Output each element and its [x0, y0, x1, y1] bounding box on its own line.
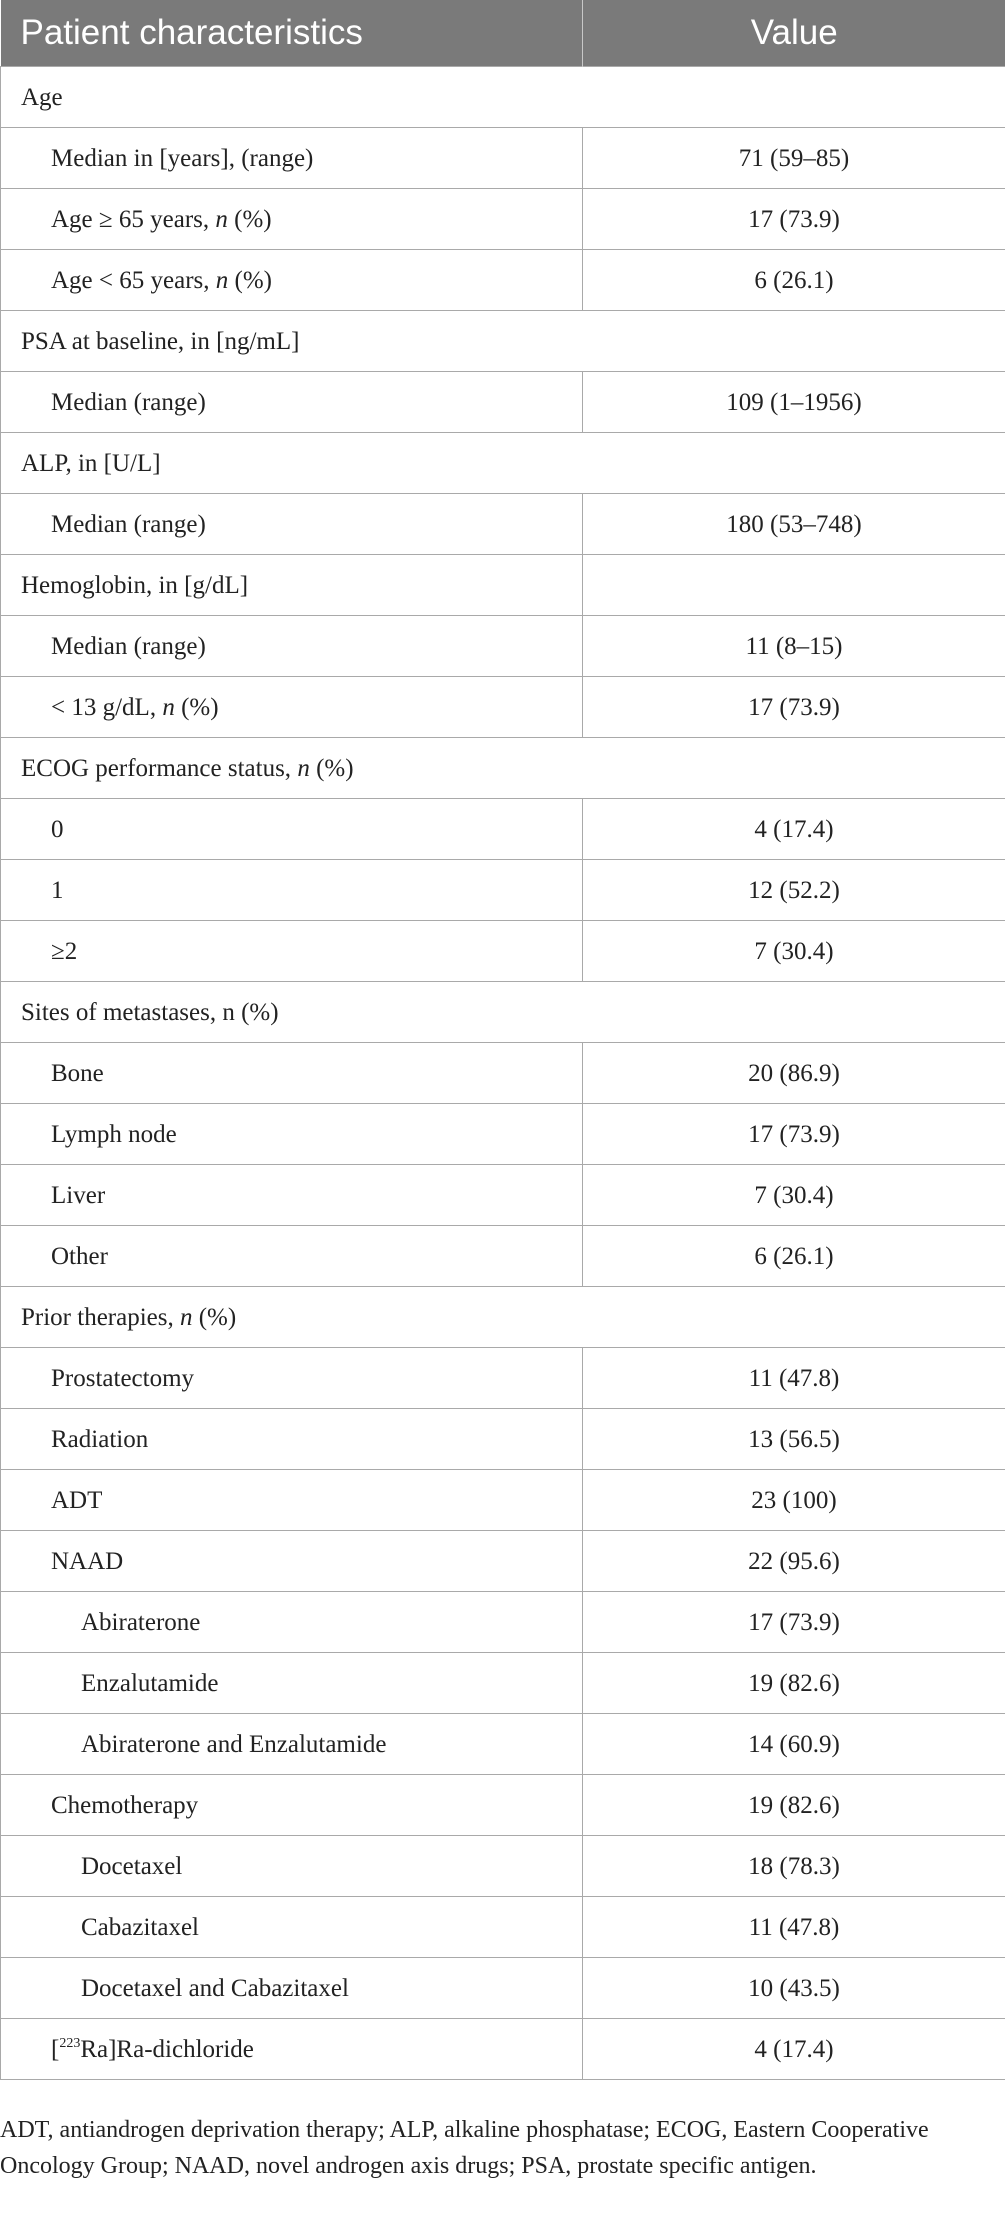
row-value: 19 (82.6) [583, 1775, 1005, 1836]
header-patient-characteristics: Patient characteristics [1, 0, 583, 67]
isotope-mass-number: 223 [59, 2035, 81, 2051]
row-value: 19 (82.6) [583, 1653, 1005, 1714]
table-row [1, 128, 1005, 189]
n-symbol: n [162, 693, 175, 721]
table-row [1, 494, 1005, 555]
row-label-text: Lymph node [51, 1120, 177, 1148]
row-label [1, 494, 583, 555]
n-symbol: n [297, 754, 310, 782]
section-label [1, 311, 1005, 372]
table-row [1, 921, 1005, 982]
section-label [1, 738, 1005, 799]
row-label [1, 189, 583, 250]
row-value: 20 (86.9) [583, 1043, 1005, 1104]
row-value: 23 (100) [583, 1470, 1005, 1531]
n-symbol: n [215, 266, 229, 294]
row-value: 11 (8–15) [583, 616, 1005, 677]
row-label-text: Abiraterone and Enzalutamide [81, 1730, 387, 1758]
row-label [1, 1104, 583, 1165]
row-label-text: Liver [51, 1181, 106, 1209]
table-row [1, 189, 1005, 250]
section-header-row [1, 433, 1005, 494]
row-label [1, 1348, 583, 1409]
row-label [1, 860, 583, 921]
row-label-text: Age ≥ 65 years, [51, 205, 216, 233]
row-label-text: Docetaxel and Cabazitaxel [81, 1974, 349, 2002]
row-label-text: ADT [51, 1486, 103, 1514]
row-value: 6 (26.1) [583, 1226, 1005, 1287]
section-label [1, 67, 1005, 128]
row-label-text: Hemoglobin, in [g/dL] [21, 571, 249, 599]
n-symbol: n [179, 1303, 193, 1331]
row-label-suffix: (%) [192, 1303, 237, 1331]
table-row [1, 860, 1005, 921]
section-header-row [1, 982, 1005, 1043]
row-label-text: Age [21, 83, 63, 111]
row-value: 13 (56.5) [583, 1409, 1005, 1470]
table-row [1, 372, 1005, 433]
row-label-text: 1 [51, 876, 64, 904]
row-label-text: NAAD [51, 1547, 124, 1575]
row-label [1, 1836, 583, 1897]
row-value: 71 (59–85) [583, 128, 1005, 189]
row-label-suffix: (%) [228, 266, 272, 294]
table-row [1, 1104, 1005, 1165]
row-label-text: Enzalutamide [81, 1669, 219, 1697]
row-label-text: Median in [years], (range) [51, 144, 314, 172]
row-value: 17 (73.9) [583, 677, 1005, 738]
table-row [1, 1958, 1005, 2019]
row-label [1, 250, 583, 311]
table-row [1, 1592, 1005, 1653]
table-row [1, 2019, 1005, 2080]
row-label [1, 1165, 583, 1226]
row-label-text: 0 [51, 815, 64, 843]
row-label-text: Other [51, 1242, 108, 1270]
row-label [1, 2019, 583, 2080]
table-row [1, 616, 1005, 677]
row-label [1, 921, 583, 982]
row-label-text: Sites of metastases, n (%) [21, 998, 279, 1026]
row-value: 4 (17.4) [583, 2019, 1005, 2080]
row-label-suffix: Ra]Ra-dichloride [80, 2035, 254, 2063]
row-value: 109 (1–1956) [583, 372, 1005, 433]
row-label-suffix: (%) [309, 754, 354, 782]
table-row [1, 1470, 1005, 1531]
row-value: 180 (53–748) [583, 494, 1005, 555]
row-label [1, 677, 583, 738]
table-row [1, 1409, 1005, 1470]
row-label [1, 1775, 583, 1836]
table-row [1, 250, 1005, 311]
row-label [1, 1653, 583, 1714]
row-label-text: Age < 65 years, [51, 266, 216, 294]
table-row [1, 1165, 1005, 1226]
row-value: 10 (43.5) [583, 1958, 1005, 2019]
row-label-text: ECOG performance status, [21, 754, 298, 782]
table-row [1, 1043, 1005, 1104]
table-row [1, 1348, 1005, 1409]
table-row [1, 1531, 1005, 1592]
row-label-text: Prior therapies, [21, 1303, 180, 1331]
table-row [1, 1775, 1005, 1836]
row-label-text: Median (range) [51, 510, 206, 538]
row-value: 4 (17.4) [583, 799, 1005, 860]
header-value: Value [583, 0, 1005, 67]
row-label-suffix: (%) [174, 693, 219, 721]
table-body [1, 67, 1005, 2080]
section-header-row [1, 67, 1005, 128]
section-header-row [1, 1287, 1005, 1348]
row-label-text: [ [51, 2035, 60, 2063]
row-label [1, 1043, 583, 1104]
row-value: 7 (30.4) [583, 921, 1005, 982]
row-label [1, 799, 583, 860]
table-row [1, 1653, 1005, 1714]
row-label-text: Radiation [51, 1425, 149, 1453]
row-label-text: Median (range) [51, 632, 206, 660]
row-label-text: Prostatectomy [51, 1364, 195, 1392]
table-row [1, 1836, 1005, 1897]
section-label [1, 982, 1005, 1043]
row-label [1, 1714, 583, 1775]
table-row [1, 555, 1005, 616]
table-row [1, 1714, 1005, 1775]
n-symbol: n [215, 205, 228, 233]
section-header-row [1, 311, 1005, 372]
row-label-text: Chemotherapy [51, 1791, 199, 1819]
row-label-text: Bone [51, 1059, 104, 1087]
section-header-row [1, 738, 1005, 799]
row-label [1, 1531, 583, 1592]
table-row [1, 1897, 1005, 1958]
row-label-text: ALP, in [U/L] [21, 449, 161, 477]
row-label [1, 1470, 583, 1531]
row-label [1, 128, 583, 189]
table-footnote: ADT, antiandrogen deprivation therapy; ALP, alkaline phosphatase; ECOG, Eastern Cooperative Oncology Group; NAAD, novel androgen axis drugs; PSA, prostate specific antigen. [0, 2117, 929, 2179]
table-header-row [1, 0, 1005, 67]
section-label [1, 433, 1005, 494]
row-label-text: Median (range) [51, 388, 206, 416]
row-label [1, 1409, 583, 1470]
row-value [583, 555, 1005, 616]
row-value: 17 (73.9) [583, 1592, 1005, 1653]
row-label-text: Cabazitaxel [81, 1913, 199, 1941]
row-value: 17 (73.9) [583, 1104, 1005, 1165]
row-label-text: Abiraterone [81, 1608, 201, 1636]
table-row [1, 799, 1005, 860]
row-value: 17 (73.9) [583, 189, 1005, 250]
section-label [1, 1287, 1005, 1348]
row-label [1, 616, 583, 677]
row-value: 14 (60.9) [583, 1714, 1005, 1775]
row-value: 18 (78.3) [583, 1836, 1005, 1897]
row-value: 11 (47.8) [583, 1348, 1005, 1409]
row-value: 11 (47.8) [583, 1897, 1005, 1958]
table-row [1, 677, 1005, 738]
row-label [1, 1958, 583, 2019]
row-label [1, 1226, 583, 1287]
row-label-suffix: (%) [227, 205, 272, 233]
row-label [1, 1592, 583, 1653]
row-label [1, 1897, 583, 1958]
row-value: 22 (95.6) [583, 1531, 1005, 1592]
row-label-text: ≥2 [51, 937, 78, 965]
row-label-text: < 13 g/dL, [51, 693, 163, 721]
row-label-text: PSA at baseline, in [ng/mL] [21, 327, 300, 355]
row-value: 6 (26.1) [583, 250, 1005, 311]
row-label-text: Docetaxel [81, 1852, 183, 1880]
row-value: 7 (30.4) [583, 1165, 1005, 1226]
row-label [1, 372, 583, 433]
table-row [1, 1226, 1005, 1287]
row-value: 12 (52.2) [583, 860, 1005, 921]
row-label [1, 555, 583, 616]
